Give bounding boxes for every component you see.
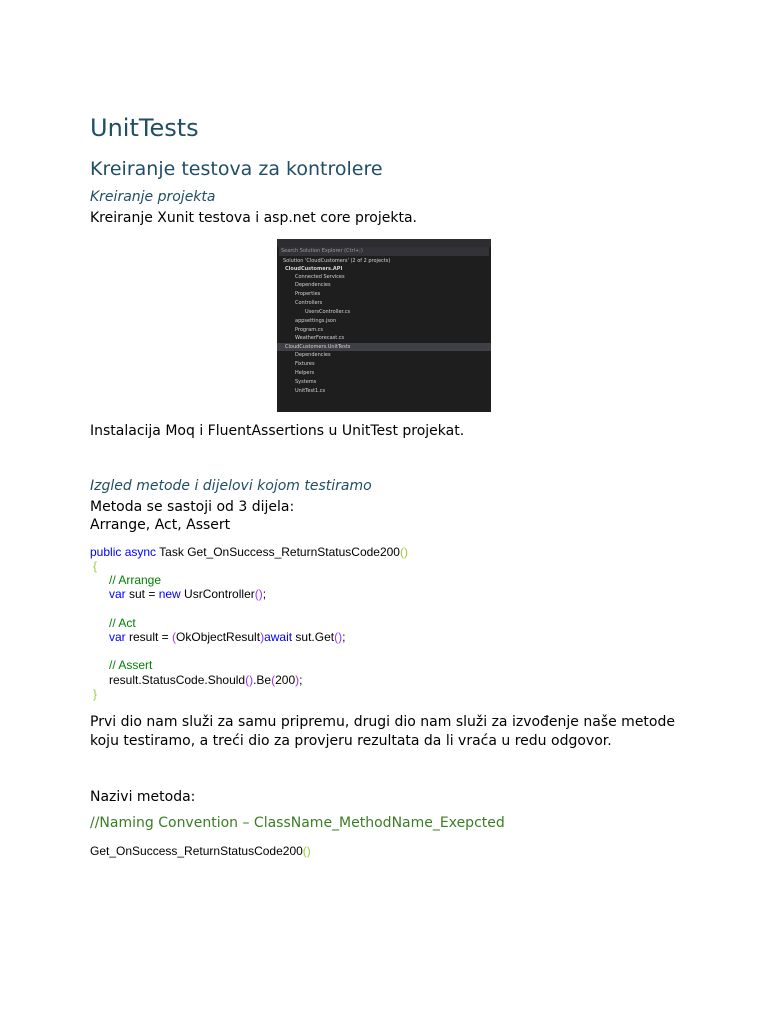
method-text-line1: Metoda se sastoji od 3 dijela: xyxy=(90,499,295,515)
explanation-line2: koju testiramo, a treći dio za provjeru rezultata da li vraća u redu odgovor. xyxy=(90,733,612,749)
tree-item: Controllers xyxy=(295,300,323,306)
code-line-assert xyxy=(109,673,302,687)
project-text: Kreiranje Xunit testova i asp.net core projekta. xyxy=(90,210,418,226)
code-line-close-brace xyxy=(93,687,97,701)
code-line-act xyxy=(109,630,345,644)
code-line-arrange xyxy=(109,587,266,601)
code-text: .Be xyxy=(253,673,272,687)
tree-item: UnitTest1.cs xyxy=(295,388,326,394)
code-text: OkObjectResult xyxy=(176,630,261,644)
code-keyword: async xyxy=(124,545,157,559)
code-paren: ) xyxy=(295,673,300,687)
tree-item: appsettings.json xyxy=(295,318,337,324)
code-comment: // Arrange xyxy=(109,573,162,587)
subsection-heading-project: Kreiranje projekta xyxy=(90,189,216,205)
screenshot-toolbar xyxy=(277,239,491,247)
tree-item-selected: CloudCustomers.UnitTests xyxy=(277,343,491,351)
code-paren: ) xyxy=(260,630,265,644)
code-line-act-comment xyxy=(109,616,136,630)
method-text-line2: Arrange, Act, Assert xyxy=(90,517,231,533)
tree-item: Fixtures xyxy=(295,361,315,367)
tree-item: Solution 'CloudCustomers' (2 of 2 projects) xyxy=(283,258,391,264)
page-title: UnitTests xyxy=(90,114,199,142)
tree-item: CloudCustomers.API xyxy=(285,266,343,272)
code-line-signature xyxy=(90,545,408,559)
tree-item: Helpers xyxy=(295,370,315,376)
code-text: result.StatusCode.Should xyxy=(109,673,246,687)
install-text: Instalacija Moq i FluentAssertions u UnitTest projekat. xyxy=(90,423,465,439)
tree-item: Dependencies xyxy=(295,282,331,288)
tree-item: Program.cs xyxy=(295,327,324,333)
naming-convention: //Naming Convention – ClassName_MethodName_Exepcted xyxy=(90,815,505,831)
code-line-arrange-comment xyxy=(109,573,161,587)
code-text: Task Get_OnSuccess_ReturnStatusCode200 xyxy=(156,545,400,559)
code-text: UsrController xyxy=(180,587,255,601)
subsection-heading-method: Izgled metode i dijelovi kojom testiramo xyxy=(90,478,372,494)
code-brace: { xyxy=(93,559,98,573)
code-keyword: var xyxy=(109,587,126,601)
naming-example xyxy=(90,844,311,858)
tree-item: Properties xyxy=(295,291,321,297)
explanation-line1: Prvi dio nam služi za samu pripremu, drugi dio nam služi za izvođenje naše metode xyxy=(90,714,675,730)
code-brace: } xyxy=(93,687,98,701)
code-comment: // Act xyxy=(109,616,136,630)
code-text: Get_OnSuccess_ReturnStatusCode200 xyxy=(90,844,303,858)
code-parens: () xyxy=(245,673,254,687)
code-text: sut = xyxy=(125,587,159,601)
code-parens: () xyxy=(399,545,408,559)
code-parens: () xyxy=(254,587,263,601)
code-line-open-brace xyxy=(93,559,97,573)
section-heading: Kreiranje testova za kontrolere xyxy=(90,158,383,180)
code-keyword: var xyxy=(109,630,126,644)
code-line-assert-comment xyxy=(109,658,152,672)
tree-item: Dependencies xyxy=(295,352,331,358)
code-keyword: await xyxy=(264,630,293,644)
code-semicolon: ; xyxy=(342,630,346,644)
code-text: result = xyxy=(125,630,173,644)
code-parens: () xyxy=(302,844,311,858)
tree-item: WeatherForecast.cs xyxy=(295,335,345,341)
code-keyword: public xyxy=(90,545,122,559)
solution-explorer-screenshot xyxy=(277,239,491,412)
code-keyword: new xyxy=(158,587,181,601)
code-parens: () xyxy=(334,630,343,644)
screenshot-search: Search Solution Explorer (Ctrl+;) xyxy=(279,247,489,256)
code-paren: ( xyxy=(172,630,177,644)
code-text: sut.Get xyxy=(292,630,335,644)
tree-item: Systems xyxy=(295,379,317,385)
naming-label: Nazivi metoda: xyxy=(90,789,196,805)
code-number: 200 xyxy=(275,673,296,687)
code-semicolon: ; xyxy=(262,587,267,601)
code-comment: // Assert xyxy=(109,658,153,672)
tree-item: UsersController.cs xyxy=(305,309,351,315)
code-paren: ( xyxy=(271,673,276,687)
code-semicolon: ; xyxy=(299,673,303,687)
tree-item: Connected Services xyxy=(295,274,345,280)
